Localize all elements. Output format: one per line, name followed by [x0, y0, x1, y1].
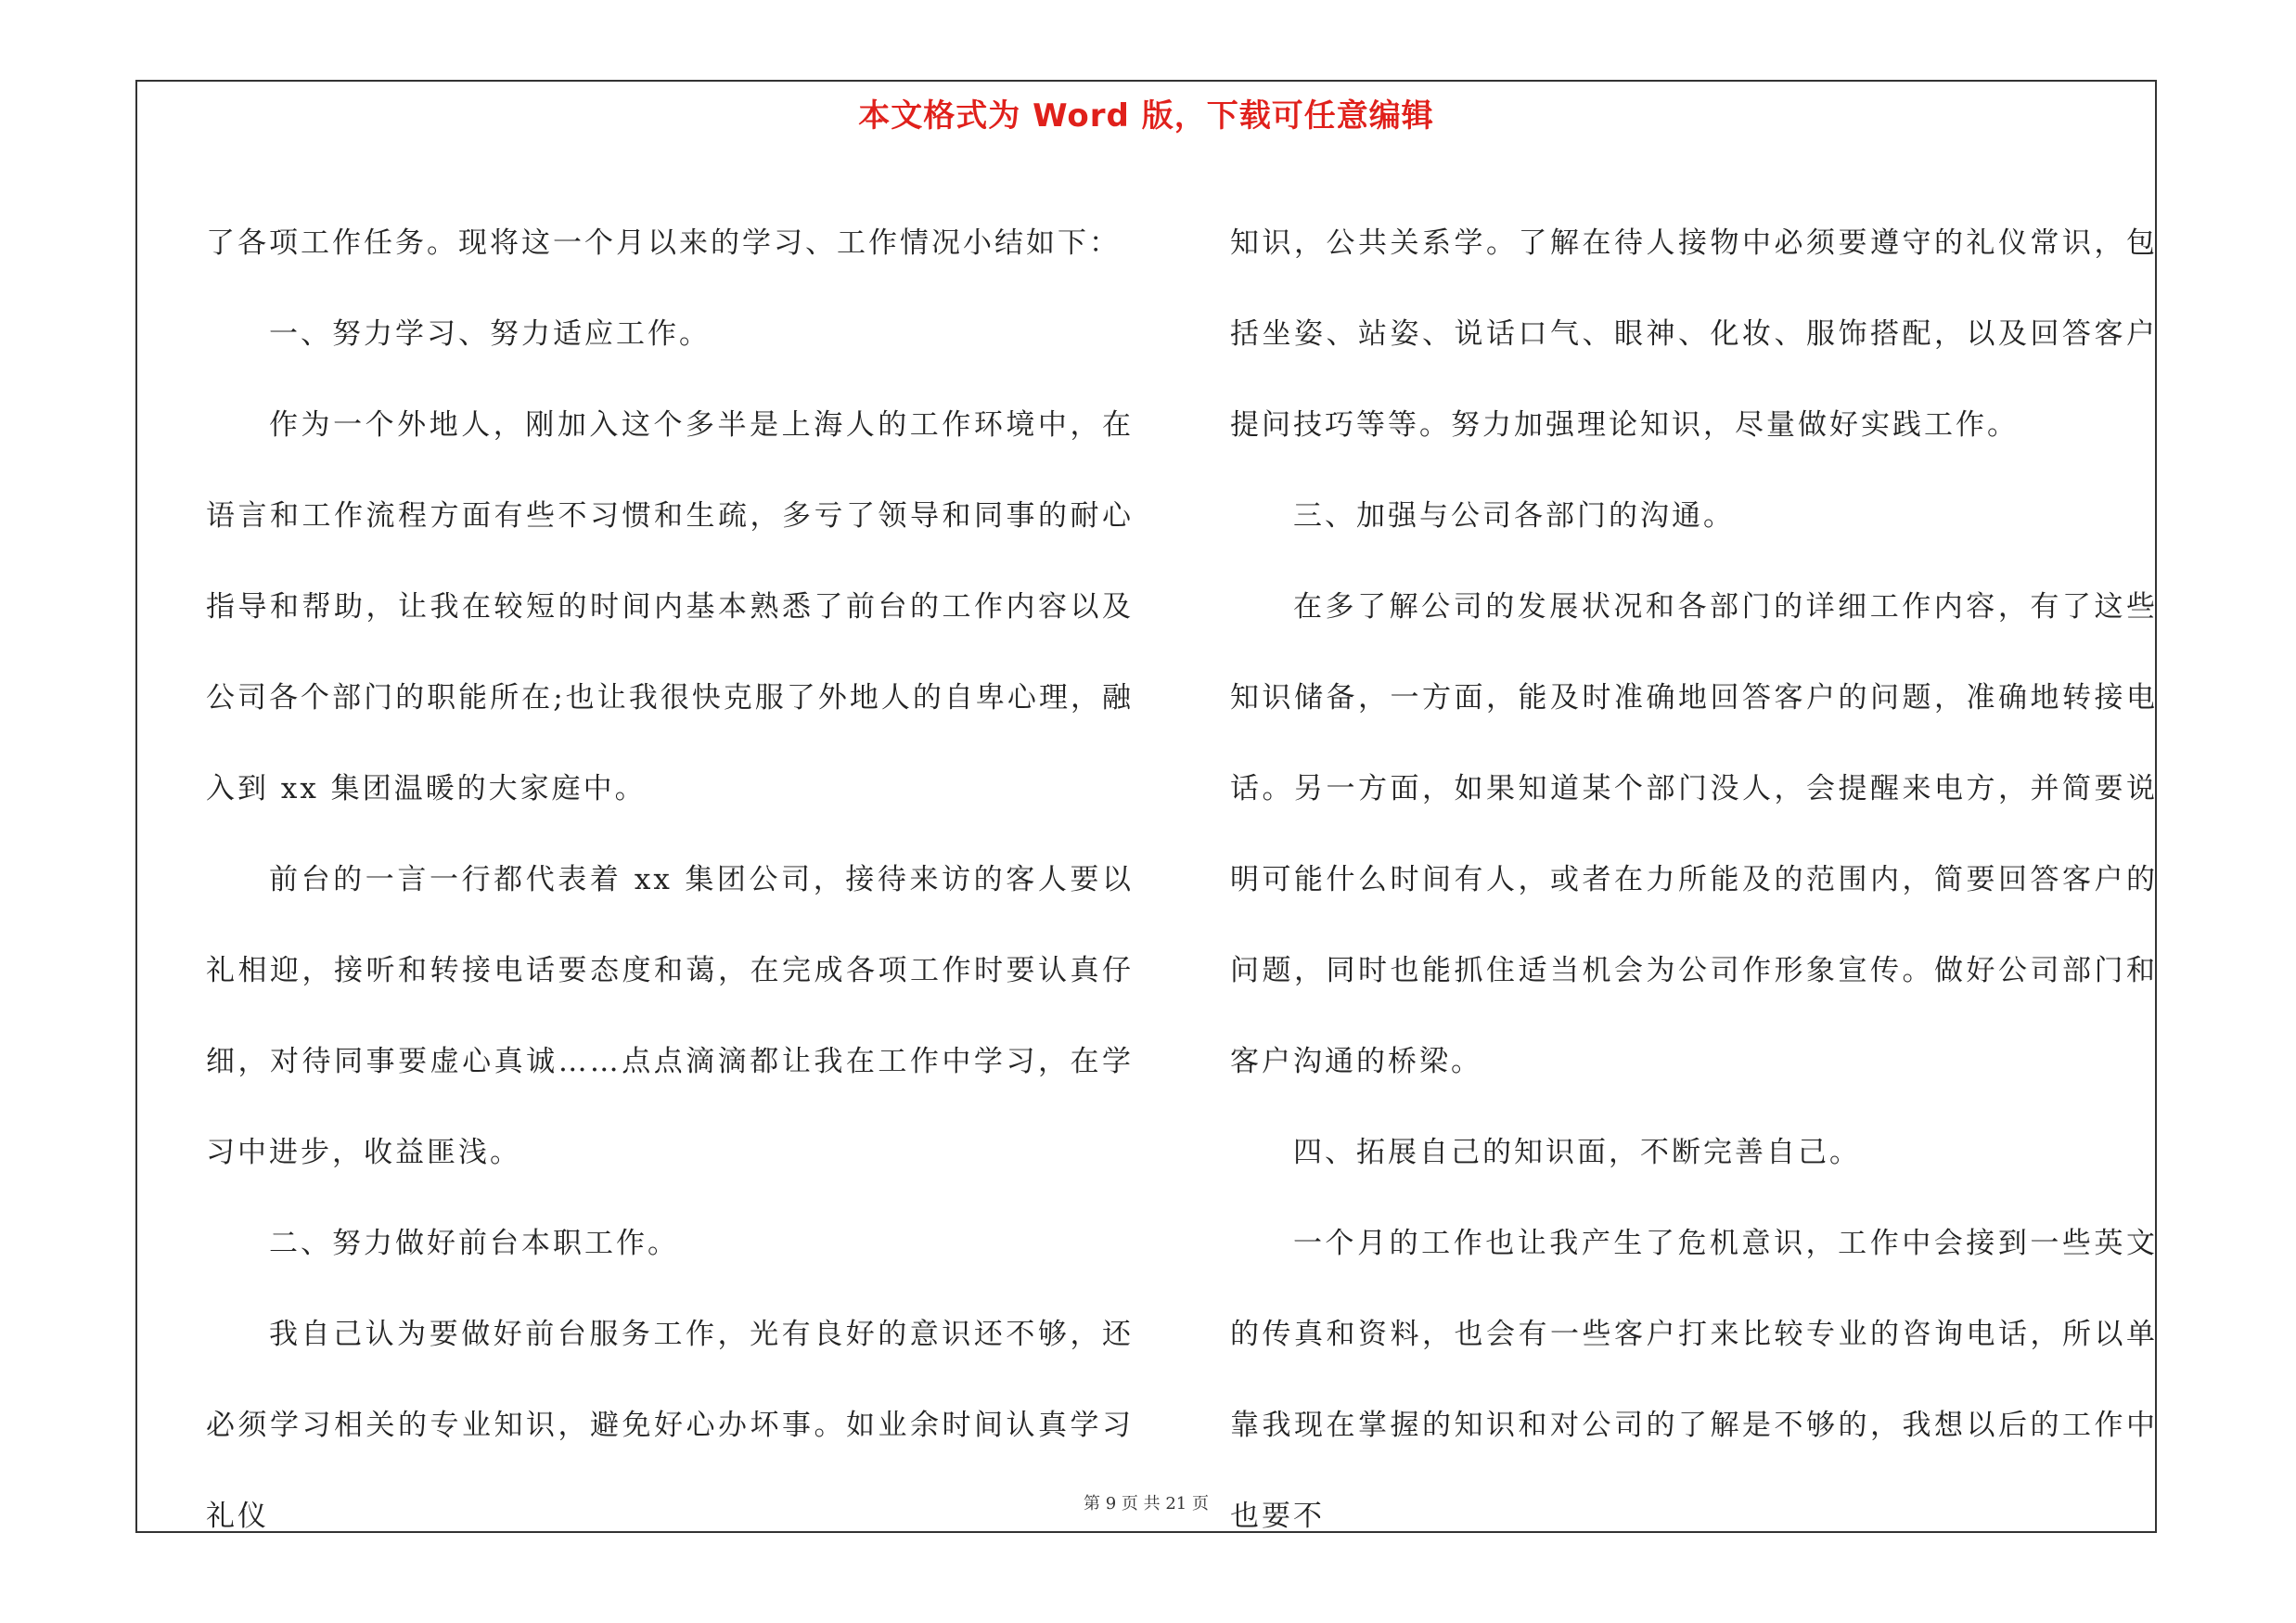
left-column	[206, 198, 1134, 1562]
paragraph: 前台的一言一行都代表着 xx 集团公司，接待来访的客人要以礼相迎，接听和转接电话要态度和蔼，在完成各项工作时要认真仔细，对待同事要虚心真诚……点点滴滴都让我在工作中学习，在学习中进步，收益匪浅。	[206, 863, 1134, 1169]
section-heading: 二、努力做好前台本职工作。	[269, 1227, 679, 1260]
section-heading: 四、拓展自己的知识面，不断完善自己。	[1293, 1136, 1861, 1169]
page-frame	[135, 80, 2157, 1533]
page-number-footer: 第 9 页 共 21 页	[1084, 1494, 1209, 1514]
right-column	[1230, 198, 2158, 1562]
paragraph: 知识，公共关系学。了解在待人接物中必须要遵守的礼仪常识，包括坐姿、站姿、说话口气、眼神、化妆、服饰搭配，以及回答客户提问技巧等等。努力加强理论知识，尽量做好实践工作。	[1230, 226, 2158, 442]
section-heading: 三、加强与公司各部门的沟通。	[1293, 499, 1735, 533]
section-heading: 一、努力学习、努力适应工作。	[269, 317, 711, 351]
paragraph: 一个月的工作也让我产生了危机意识，工作中会接到一些英文的传真和资料，也会有一些客户打来比较专业的咨询电话，所以单靠我现在掌握的知识和对公司的了解是不够的，我想以后的工作中也要不	[1230, 1227, 2158, 1533]
paragraph: 我自己认为要做好前台服务工作，光有良好的意识还不够，还必须学习相关的专业知识，避免好心办坏事。如业余时间认真学习礼仪	[206, 1318, 1134, 1533]
paragraph: 在多了解公司的发展状况和各部门的详细工作内容，有了这些知识储备，一方面，能及时准确地回答客户的问题，准确地转接电话。另一方面，如果知道某个部门没人，会提醒来电方，并简要说明可能什么时间有人，或者在力所能及的范围内，简要回答客户的问题，同时也能抓住适当机会为公司作形象宣传。做好公司部门和客户沟通的桥梁。	[1230, 590, 2158, 1078]
paragraph: 了各项工作任务。现将这一个月以来的学习、工作情况小结如下：	[206, 226, 1121, 260]
document-banner: 本文格式为 Word 版，下载可任意编辑	[858, 97, 1434, 135]
paragraph: 作为一个外地人，刚加入这个多半是上海人的工作环境中，在语言和工作流程方面有些不习惯和生疏，多亏了领导和同事的耐心指导和帮助，让我在较短的时间内基本熟悉了前台的工作内容以及公司各个部门的职能所在;也让我很快克服了外地人的自卑心理，融入到 xx 集团温暖的大家庭中。	[206, 408, 1134, 805]
